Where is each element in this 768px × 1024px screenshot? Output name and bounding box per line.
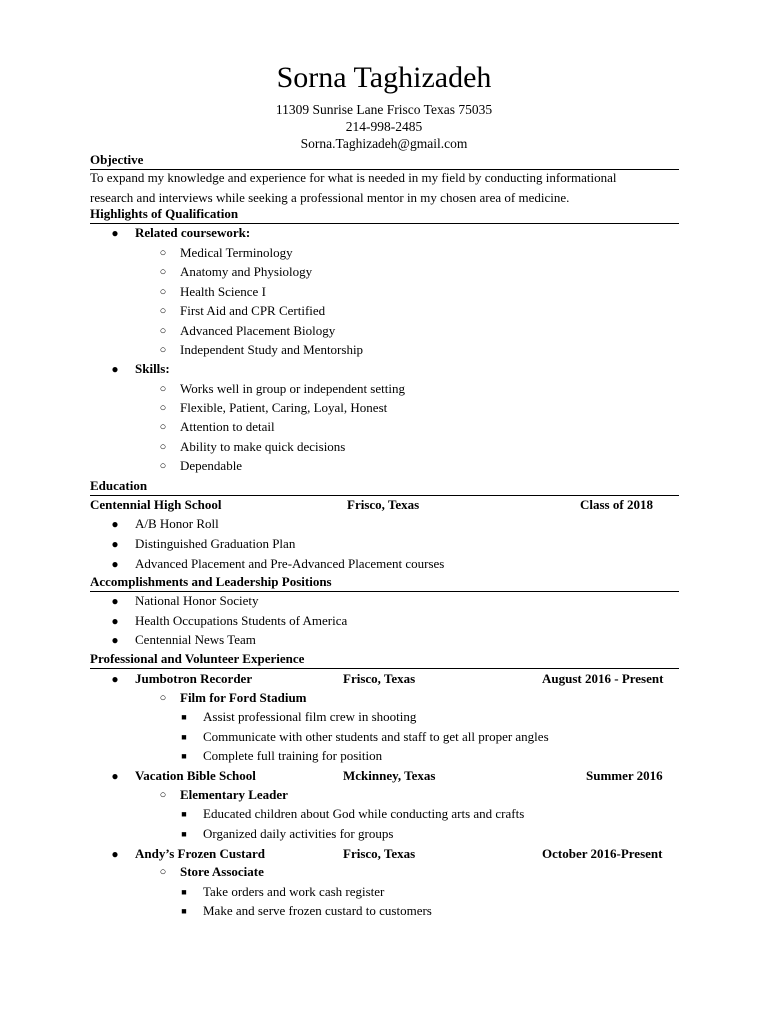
accomplishments-heading: Accomplishments and Leadership Positions bbox=[90, 573, 679, 592]
job-dates: August 2016 - Present bbox=[542, 671, 664, 686]
coursework-item: First Aid and CPR Certified bbox=[180, 303, 326, 318]
job-dates: Summer 2016 bbox=[586, 768, 663, 783]
job-location: Frisco, Texas bbox=[343, 846, 416, 861]
square-bullet-icon: ■ bbox=[181, 829, 187, 839]
job-duty: Organized daily activities for groups bbox=[203, 826, 394, 841]
coursework-item: Health Science I bbox=[180, 284, 266, 299]
job-role: Store Associate bbox=[180, 864, 264, 879]
job-title: Andy’s Frozen Custard bbox=[135, 846, 266, 861]
coursework-item: Medical Terminology bbox=[180, 245, 293, 260]
school-class: Class of 2018 bbox=[580, 497, 653, 512]
coursework-item: Anatomy and Physiology bbox=[180, 264, 313, 279]
square-bullet-icon: ■ bbox=[181, 712, 187, 722]
circle-bullet-icon: ○ bbox=[159, 383, 167, 395]
bullet-icon: ● bbox=[111, 557, 119, 571]
highlights-heading: Highlights of Qualification bbox=[90, 205, 679, 224]
circle-bullet-icon: ○ bbox=[159, 421, 167, 433]
coursework-item: Advanced Placement Biology bbox=[180, 323, 336, 338]
education-item: Distinguished Graduation Plan bbox=[135, 536, 296, 551]
square-bullet-icon: ■ bbox=[181, 809, 187, 819]
job-dates: October 2016-Present bbox=[542, 846, 663, 861]
contact-phone: 214-998-2485 bbox=[345, 119, 423, 134]
job-duty: Educated children about God while conducting arts and crafts bbox=[203, 806, 525, 821]
contact-address: 11309 Sunrise Lane Frisco Texas 75035 bbox=[275, 102, 493, 117]
circle-bullet-icon: ○ bbox=[159, 286, 167, 298]
accomplishment-item: National Honor Society bbox=[135, 593, 259, 608]
job-location: Mckinney, Texas bbox=[343, 768, 436, 783]
skill-item: Attention to detail bbox=[180, 419, 275, 434]
circle-bullet-icon: ○ bbox=[159, 344, 167, 356]
objective-line: research and interviews while seeking a professional mentor in my chosen area of medicine. bbox=[90, 189, 570, 205]
circle-bullet-icon: ○ bbox=[159, 247, 167, 259]
education-item: Advanced Placement and Pre-Advanced Placement courses bbox=[135, 556, 445, 571]
circle-bullet-icon: ○ bbox=[159, 305, 167, 317]
job-duty: Communicate with other students and staff to get all proper angles bbox=[203, 729, 549, 744]
circle-bullet-icon: ○ bbox=[159, 460, 167, 472]
job-duty: Assist professional film crew in shooting bbox=[203, 709, 417, 724]
skills-label: Skills: bbox=[135, 361, 170, 376]
skill-item: Ability to make quick decisions bbox=[180, 439, 346, 454]
coursework-label: Related coursework: bbox=[135, 225, 251, 240]
square-bullet-icon: ■ bbox=[181, 906, 187, 916]
bullet-icon: ● bbox=[111, 633, 119, 647]
education-item: A/B Honor Roll bbox=[135, 516, 219, 531]
objective-text bbox=[90, 168, 680, 207]
resume-name: Sorna Taghizadeh bbox=[276, 61, 492, 94]
job-title: Jumbotron Recorder bbox=[135, 671, 253, 686]
objective-line: To expand my knowledge and experience for what is needed in my field by conducting informational bbox=[90, 170, 617, 185]
job-title: Vacation Bible School bbox=[135, 768, 256, 783]
job-location: Frisco, Texas bbox=[343, 671, 416, 686]
bullet-icon: ● bbox=[111, 672, 119, 686]
job-duty: Make and serve frozen custard to customers bbox=[203, 903, 432, 918]
bullet-icon: ● bbox=[111, 594, 119, 608]
bullet-icon: ● bbox=[111, 362, 119, 376]
circle-bullet-icon: ○ bbox=[159, 866, 167, 878]
bullet-icon: ● bbox=[111, 614, 119, 628]
skill-item: Flexible, Patient, Caring, Loyal, Honest bbox=[180, 400, 388, 415]
job-role: Elementary Leader bbox=[180, 787, 288, 802]
circle-bullet-icon: ○ bbox=[159, 789, 167, 801]
accomplishment-item: Centennial News Team bbox=[135, 632, 256, 647]
experience-heading: Professional and Volunteer Experience bbox=[90, 650, 679, 669]
bullet-icon: ● bbox=[111, 769, 119, 783]
school-location: Frisco, Texas bbox=[347, 497, 420, 512]
bullet-icon: ● bbox=[111, 226, 119, 240]
bullet-icon: ● bbox=[111, 847, 119, 861]
job-duty: Take orders and work cash register bbox=[203, 884, 385, 899]
square-bullet-icon: ■ bbox=[181, 751, 187, 761]
school-name: Centennial High School bbox=[90, 497, 222, 512]
education-heading: Education bbox=[90, 477, 679, 496]
job-duty: Complete full training for position bbox=[203, 748, 383, 763]
circle-bullet-icon: ○ bbox=[159, 325, 167, 337]
job-role: Film for Ford Stadium bbox=[180, 690, 307, 705]
circle-bullet-icon: ○ bbox=[159, 266, 167, 278]
contact-email: Sorna.Taghizadeh@gmail.com bbox=[300, 136, 468, 151]
objective-heading: Objective bbox=[90, 151, 679, 170]
square-bullet-icon: ■ bbox=[181, 732, 187, 742]
square-bullet-icon: ■ bbox=[181, 887, 187, 897]
skill-item: Dependable bbox=[180, 458, 243, 473]
coursework-item: Independent Study and Mentorship bbox=[180, 342, 364, 357]
accomplishment-item: Health Occupations Students of America bbox=[135, 613, 348, 628]
circle-bullet-icon: ○ bbox=[159, 692, 167, 704]
circle-bullet-icon: ○ bbox=[159, 402, 167, 414]
bullet-icon: ● bbox=[111, 517, 119, 531]
skill-item: Works well in group or independent setting bbox=[180, 381, 405, 396]
circle-bullet-icon: ○ bbox=[159, 441, 167, 453]
bullet-icon: ● bbox=[111, 537, 119, 551]
